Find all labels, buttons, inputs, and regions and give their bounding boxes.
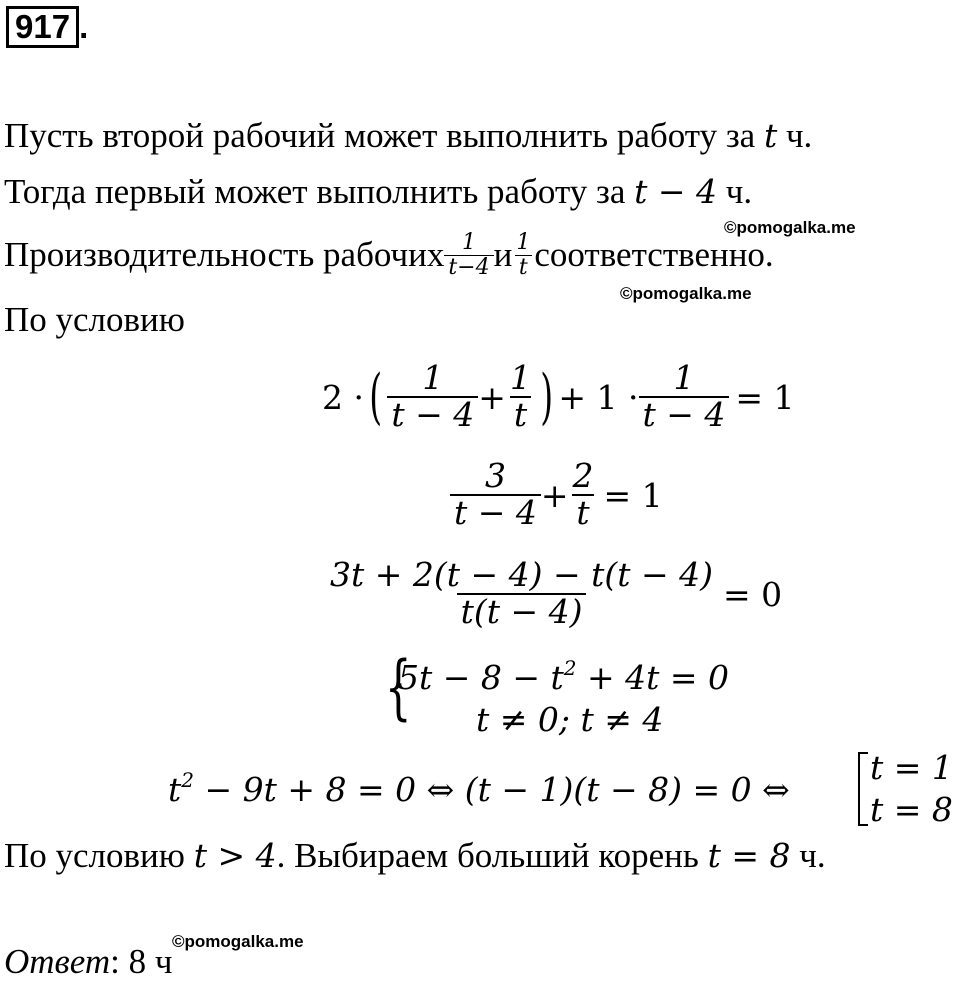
eq2-plus: + [540, 475, 569, 515]
sys-line1-b: + 4t = 0 [576, 658, 730, 697]
conclusion-mid: . Выбираем больший корень [276, 836, 708, 875]
eq1-fraction-3 [639, 358, 730, 434]
eq1-close-paren: ) [540, 362, 554, 432]
line1-var: t [763, 116, 778, 155]
quad-a: t [168, 770, 182, 809]
roots-bracket [858, 752, 868, 826]
line3-f1-den: t−4 [444, 255, 493, 279]
text-line-1 [4, 118, 812, 153]
eq3-den: t(t − 4) [457, 593, 587, 630]
line2-expr: t − 4 [634, 172, 718, 211]
problem-number [6, 6, 88, 48]
conclusion-end: ч. [790, 836, 826, 875]
eq3-rhs: = 0 [723, 574, 783, 614]
eq1-f2-num: 1 [509, 358, 531, 398]
watermark-1: ©pomogalka.me [724, 218, 856, 237]
text-line-2 [4, 174, 752, 209]
eq1-rhs: = 1 [735, 377, 795, 417]
sys-line1-a: 5t − 8 − t [398, 658, 564, 697]
equation-1 [322, 352, 795, 442]
eq3-num: 3t + 2(t − 4) − t(t − 4) [330, 555, 714, 595]
text-line-3 [4, 224, 774, 286]
eq1-open-paren: ( [369, 362, 383, 432]
conclusion-cond: t > 4 [193, 836, 277, 875]
watermark-2: ©pomogalka.me [620, 284, 752, 303]
eq1-f3-num: 1 [673, 358, 695, 398]
line2-start: Тогда первый может выполнить работу за [4, 172, 635, 211]
line3-f2-num: 1 [516, 230, 531, 256]
text-line-4: По условию [4, 300, 185, 339]
problem-number-box: 917 [6, 6, 79, 48]
line1-end: ч. [777, 116, 813, 155]
line3-f2-den: t [515, 255, 532, 279]
answer-line [4, 944, 172, 979]
line1-start: Пусть второй рабочий может выполнить работу за [4, 116, 764, 155]
eq1-f1-den: t − 4 [387, 396, 478, 433]
answer-label: Ответ [4, 942, 111, 981]
eq1-plus: + [478, 377, 506, 417]
line2-end: ч. [717, 172, 753, 211]
eq3-fraction [326, 555, 717, 631]
line3-and: и [493, 235, 513, 274]
quadratic-line [168, 768, 790, 809]
root-1: t = 1 [870, 748, 953, 787]
line3-start: Производительность рабочих [4, 235, 445, 274]
eq2-fraction-1 [450, 456, 541, 532]
quad-b: − 9t + 8 = 0 ⇔ (t − 1)(t − 8) = 0 ⇔ [194, 770, 790, 809]
eq1-lead: 2 · [322, 377, 364, 417]
eq2-rhs: = 1 [603, 475, 663, 515]
eq1-fraction-2 [506, 358, 535, 434]
eq1-f1-num: 1 [422, 358, 444, 398]
equation-system [372, 648, 772, 744]
system-line-2: t ≠ 0; t ≠ 4 [476, 700, 664, 739]
conclusion-root: t = 8 [707, 836, 791, 875]
answer-value: 8 ч [119, 942, 173, 981]
problem-number-dot: . [79, 8, 89, 45]
line3-f1-num: 1 [461, 230, 476, 256]
eq2-f2-den: t [572, 494, 593, 531]
root-2: t = 8 [870, 790, 953, 829]
line3-end: соответственно. [534, 235, 774, 274]
eq2-f2-num: 2 [572, 456, 594, 496]
watermark-3: ©pomogalka.me [172, 932, 304, 951]
eq1-mid: + 1 · [558, 377, 639, 417]
line3-fraction-2 [512, 231, 534, 278]
equation-3 [326, 546, 782, 642]
conclusion-line [4, 838, 826, 873]
eq2-f1-num: 3 [484, 456, 506, 496]
quad-exp: 2 [181, 768, 194, 792]
eq1-fraction-1 [387, 358, 478, 434]
answer-colon: : [110, 942, 120, 981]
equation-2 [450, 450, 663, 540]
line3-fraction-1 [444, 231, 493, 278]
eq1-f2-den: t [510, 396, 531, 433]
system-line-1 [398, 656, 729, 697]
eq2-f1-den: t − 4 [450, 494, 541, 531]
conclusion-start: По условию [4, 836, 194, 875]
eq2-fraction-2 [569, 456, 598, 532]
eq1-f3-den: t − 4 [639, 396, 730, 433]
sys-line1-exp: 2 [563, 656, 577, 680]
system-brace: { [384, 646, 412, 728]
